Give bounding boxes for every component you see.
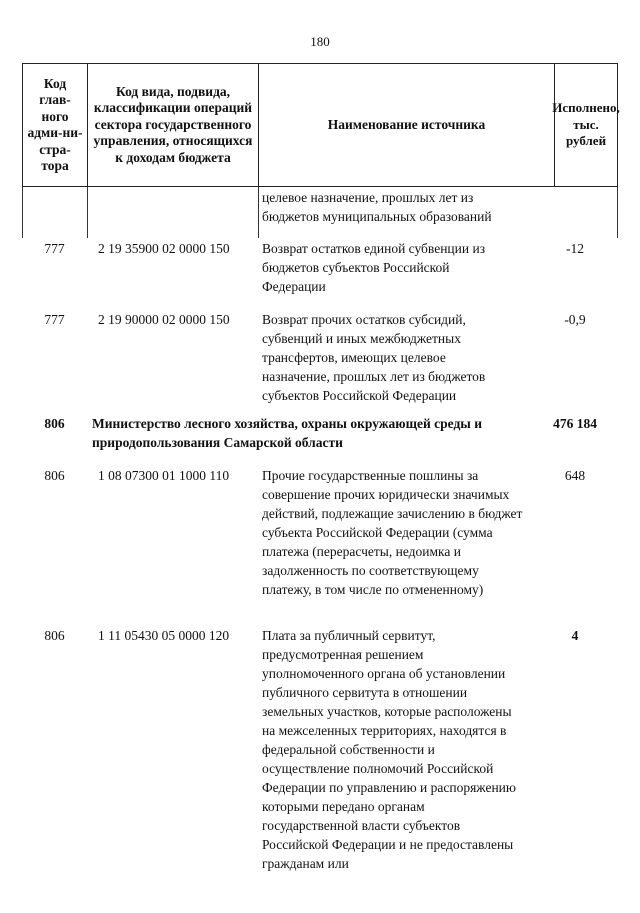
row-source-name: Возврат прочих остатков субсидий, субвенций и иных межбюджетных трансфертов, имеющих целевое назначение, прошлых лет из бюджетов субъектов Российской Федерации bbox=[262, 312, 486, 403]
row-kbk-code: 2 19 90000 02 0000 150 bbox=[98, 312, 230, 327]
header-executed: Исполнено, тыс. рублей bbox=[552, 100, 620, 149]
continuation-line: целевое назначение, прошлых лет из bbox=[262, 190, 474, 205]
column-line bbox=[87, 187, 88, 238]
row-value: -12 bbox=[566, 241, 584, 256]
row-source-name: Прочие государственные пошлины за совершение прочих юридически значимых действий, подлежащие зачислению в бюджет субъекта Российской Федерации (сумма платежа (перерасчеты, недоимка и задолженность по соответствующему платежу, в том числе по отмененному) bbox=[262, 468, 523, 597]
row-kbk-code: 1 11 05430 05 0000 120 bbox=[98, 628, 230, 643]
row-value: 648 bbox=[564, 468, 586, 483]
row-kbk-code: 1 08 07300 01 1000 110 bbox=[98, 468, 230, 483]
row-kbk-code: 2 19 35900 02 0000 150 bbox=[98, 241, 230, 256]
table-header bbox=[22, 63, 618, 187]
header-admin-code: Код глав-ного адми-ни-стра-тора bbox=[23, 64, 88, 186]
row-admin-code: 777 bbox=[44, 241, 65, 256]
row-admin-code: 806 bbox=[44, 628, 65, 643]
ministry-name: Министерство лесного хозяйства, охраны окружающей среды и природопользования Самарской области bbox=[92, 416, 483, 450]
header-kbk-code: Код вида, подвида, классификации операций сектора государственного управления, относящихся к доходам бюджета bbox=[88, 64, 259, 186]
row-admin-code: 806 bbox=[44, 416, 65, 431]
row-value: -0,9 bbox=[564, 312, 586, 327]
column-line bbox=[258, 187, 259, 238]
column-line bbox=[617, 187, 618, 238]
continuation-line: бюджетов муниципальных образований bbox=[262, 209, 492, 224]
row-admin-code: 777 bbox=[44, 312, 65, 327]
row-admin-code: 806 bbox=[44, 468, 65, 483]
header-source-name: Наименование источника bbox=[259, 64, 555, 186]
row-value: 4 bbox=[571, 628, 579, 643]
row-source-name: Возврат остатков единой субвенции из бюджетов субъектов Российской Федерации bbox=[262, 241, 486, 294]
row-source-name: Плата за публичный сервитут, предусмотренная решением уполномоченного органа об установлении публичного сервитута в отношении земельных участков, которые расположены на межселенных территориях, находятся в федеральной собственности и осуществление полномочий Российской Федерации по управлению и распоряжению которыми передано органам государственной власти субъектов Российской Федерации и не предоставлены гражданам или bbox=[262, 628, 516, 871]
column-line bbox=[22, 187, 23, 238]
page-number: 180 bbox=[310, 34, 330, 49]
row-value: 476 184 bbox=[553, 416, 597, 431]
